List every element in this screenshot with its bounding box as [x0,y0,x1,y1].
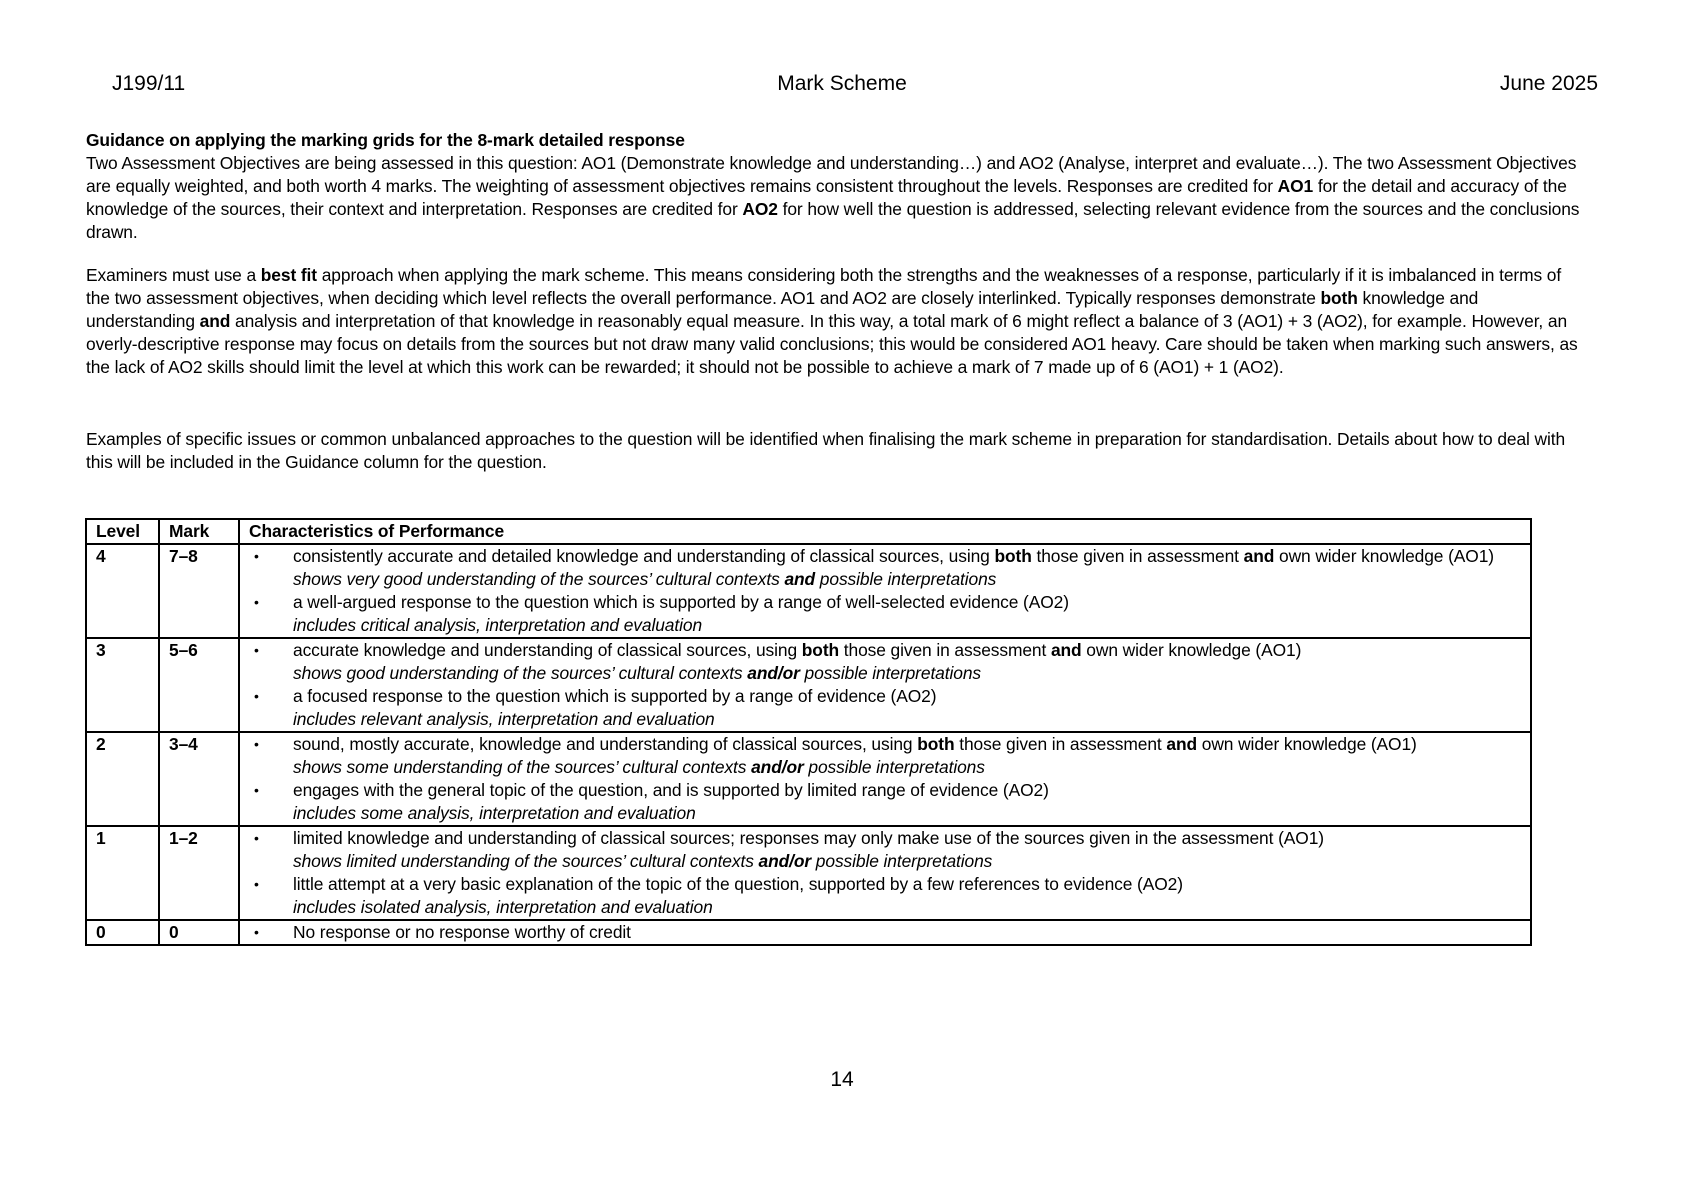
table-row-level-1 [86,826,1531,920]
bold-run: and/or [747,663,800,683]
criterion-ao2 [249,591,1525,637]
criterion-ao1 [249,733,1525,779]
text-run: accurate knowledge and understanding of classical sources, using [293,640,802,660]
column-header-level: Level [86,519,159,544]
text-run: possible interpretations [799,663,981,683]
text-run: shows some understanding of the sources’ cultural contexts [293,757,752,777]
guidance-section [86,129,1586,244]
criterion-note [293,662,1525,685]
criterion-note [293,568,1525,591]
criterion-note [293,850,1525,873]
bold-and: and [199,311,231,331]
bullet-icon: • [254,736,259,752]
column-header-mark: Mark [159,519,239,544]
characteristics-cell [239,732,1531,826]
bold-run: both [801,640,840,660]
text-run: No response or no response worthy of credit [293,922,631,942]
header-date: June 2025 [1499,72,1598,95]
bold-run: and [1243,546,1275,566]
level-cell: 1 [86,826,159,920]
criterion-note [293,756,1525,779]
text-run: shows very good understanding of the sources’ cultural contexts [293,569,785,589]
text-run: knowledge and understanding [86,288,1479,331]
bullet-icon: • [254,830,259,846]
level-cell: 4 [86,544,159,638]
criterion-note: includes critical analysis, interpretation and evaluation [293,615,703,635]
level-cell: 3 [86,638,159,732]
bold-run: and/or [758,851,812,871]
criterion-no-response [249,921,1525,944]
text-run: a well-argued response to the question which is supported by a range of well-selected evidence (AO2) [293,592,1069,612]
table-row-level-4 [86,544,1531,638]
examples-section [86,428,1586,474]
text-run: possible interpretations [815,569,997,589]
best-fit-section [86,264,1586,379]
bold-best-fit: best fit [260,265,317,285]
bullet-icon: • [254,688,259,704]
mark-cell: 0 [159,920,239,945]
text-run: Two Assessment Objectives are being assessed in this question: AO1 (Demonstrate knowledge and understanding…) and AO2 (Analyse, interpret and evaluate…). The two Assessment Objectives are equally weighted, and both worth 4 marks. The weighting of assessment objectives remains consistent throughout the levels. Responses are credited for [86,153,1577,196]
examples-paragraph: Examples of specific issues or common unbalanced approaches to the question will be identified when finalising the mark scheme in preparation for standardisation. Details about how to deal with this will be included in the Guidance column for the question. [86,429,1566,472]
bold-ao1: AO1 [1277,176,1314,196]
text-run: shows good understanding of the sources’ cultural contexts [293,663,748,683]
table-row-level-2 [86,732,1531,826]
bold-run: and [784,569,816,589]
header-title: Mark Scheme [777,72,907,95]
text-run: sound, mostly accurate, knowledge and understanding of classical sources, using [293,734,918,754]
text-run: own wider knowledge (AO1) [1197,734,1417,754]
text-run: those given in assessment [839,640,1051,660]
bold-run: and/or [751,757,804,777]
text-run: for how well the question is addressed, selecting relevant evidence from the sources and the conclusions drawn. [86,199,1580,242]
bold-run: both [994,546,1032,566]
text-run: possible interpretations [803,757,985,777]
bold-run: and [1166,734,1198,754]
table-row-level-3 [86,638,1531,732]
criterion-note: includes isolated analysis, interpretation and evaluation [293,897,713,917]
bullet-icon: • [254,782,259,798]
best-fit-paragraph [86,264,1586,379]
text-run: shows limited understanding of the sources’ cultural contexts [293,851,759,871]
text-run: for the detail and accuracy of the knowledge of the sources, their context and interpretation. Responses are credited for [86,176,1567,219]
criterion-note: includes some analysis, interpretation and evaluation [293,803,696,823]
level-cell: 2 [86,732,159,826]
bullet-icon: • [254,924,259,940]
criterion-ao1 [249,545,1525,591]
text-run: limited knowledge and understanding of classical sources; responses may only make use of the sources given in the assessment (AO1) [293,828,1324,848]
header-paper-code: J199/11 [112,72,186,95]
column-header-characteristics: Characteristics of Performance [239,519,1531,544]
text-run: own wider knowledge (AO1) [1081,640,1302,660]
guidance-heading: Guidance on applying the marking grids for the 8-mark detailed response [86,130,685,150]
bullet-icon: • [254,642,259,658]
text-run: consistently accurate and detailed knowledge and understanding of classical sources, using [293,546,995,566]
text-run: analysis and interpretation of that knowledge in reasonably equal measure. In this way, a total mark of 6 might reflect a balance of 3 (AO1) + 3 (AO2), for example. However, an overly-descriptive response may focus on details from the sources but not draw many valid conclusions; this would be considered AO1 heavy. Care should be taken when marking such answers, as the lack of AO2 skills should limit the level at which this work can be rewarded; it should not be possible to achieve a mark of 7 made up of 6 (AO1) + 1 (AO2). [86,311,1578,377]
mark-cell: 3–4 [159,732,239,826]
guidance-paragraph [86,152,1586,244]
characteristics-cell [239,826,1531,920]
bold-both: both [1320,288,1358,308]
mark-cell: 5–6 [159,638,239,732]
bullet-icon: • [254,594,259,610]
text-run: those given in assessment [1031,546,1244,566]
bullet-icon: • [254,548,259,564]
text-run: possible interpretations [811,851,993,871]
characteristics-cell [239,920,1531,945]
criterion-ao2 [249,685,1525,731]
bold-run: and [1050,640,1082,660]
text-run: Examiners must use a [86,265,261,285]
bullet-icon: • [254,876,259,892]
table-header-row [86,519,1531,544]
table-row-level-0 [86,920,1531,945]
criterion-ao2 [249,779,1525,825]
text-run: own wider knowledge (AO1) [1274,546,1494,566]
criterion-ao2 [249,873,1525,919]
marking-grid-table [85,518,1532,946]
criterion-ao1 [249,827,1525,873]
characteristics-cell [239,544,1531,638]
text-run: approach when applying the mark scheme. This means considering both the strengths and the weaknesses of a response, particularly if it is imbalanced in terms of the two assessment objectives, when deciding which level reflects the overall performance. AO1 and AO2 are closely interlinked. Typically responses demonstrate [86,265,1562,308]
text-run: those given in assessment [954,734,1167,754]
text-run: engages with the general topic of the question, and is supported by limited range of evidence (AO2) [293,780,1049,800]
text-run: a focused response to the question which is supported by a range of evidence (AO2) [293,686,937,706]
page-number: 14 [830,1068,854,1091]
characteristics-cell [239,638,1531,732]
mark-cell: 1–2 [159,826,239,920]
bold-run: both [917,734,955,754]
level-cell: 0 [86,920,159,945]
text-run: little attempt at a very basic explanation of the topic of the question, supported by a few references to evidence (AO2) [293,874,1183,894]
bold-ao2: AO2 [742,199,778,219]
criterion-note: includes relevant analysis, interpretation and evaluation [293,709,715,729]
criterion-ao1 [249,639,1525,685]
mark-cell: 7–8 [159,544,239,638]
